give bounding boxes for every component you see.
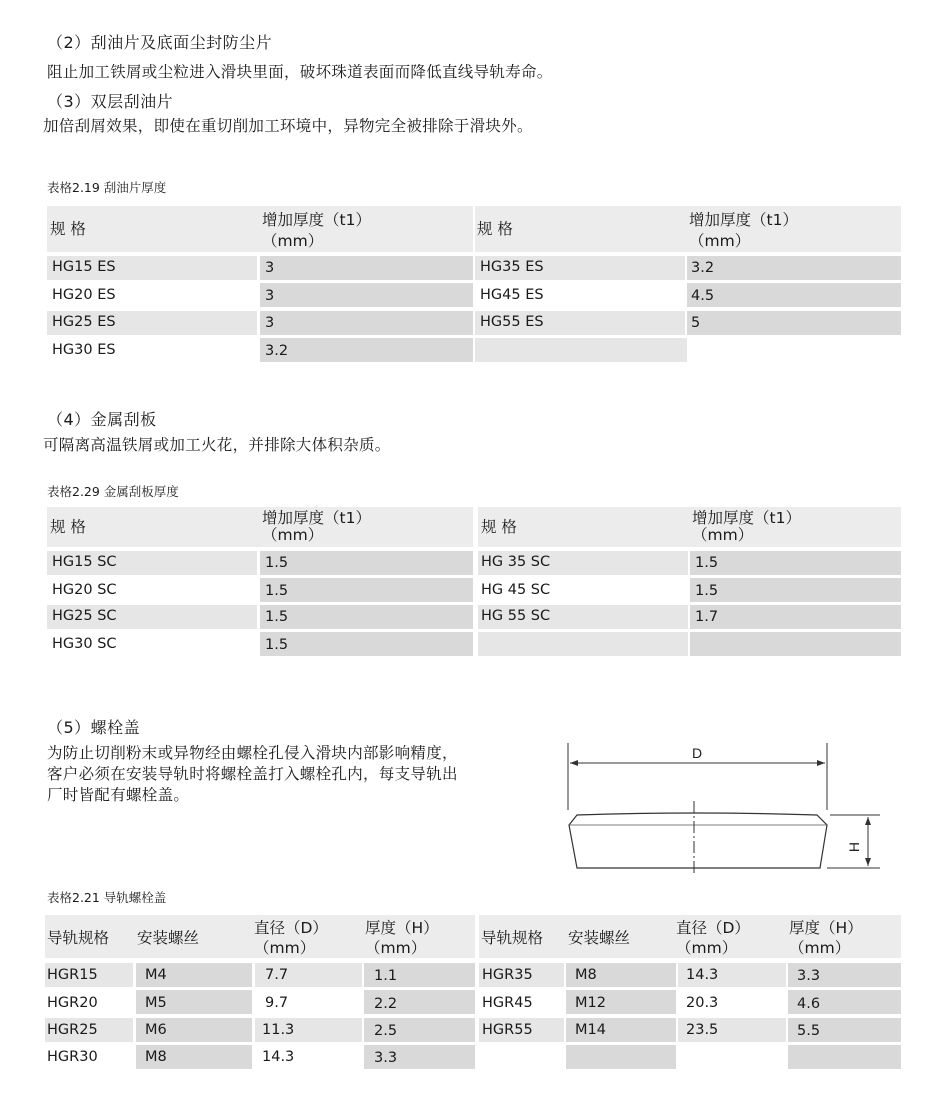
header-spec: 规 格	[50, 518, 86, 536]
header-thickness: 增加厚度（t1）	[692, 509, 801, 527]
header-unit: （mm）	[365, 939, 427, 957]
table-cell: HG20 SC	[52, 582, 117, 598]
table-cell: 20.3	[686, 995, 719, 1011]
header-rail: 导轨规格	[47, 929, 110, 947]
header-screw: 安装螺丝	[568, 929, 631, 947]
bolt-cap-diagram	[555, 735, 895, 885]
table-cell: 1.5	[695, 555, 719, 571]
table-cell: M6	[145, 1022, 167, 1038]
table-cell: 3	[265, 315, 275, 331]
header-rail: 导轨规格	[481, 929, 544, 947]
header-spec: 规 格	[481, 518, 517, 536]
table-cell: HGR25	[47, 1022, 98, 1038]
table-cell: HG 45 SC	[481, 582, 551, 598]
table-cell: 2.2	[374, 996, 398, 1012]
section-3-text: 加倍刮屑效果，即使在重切削加工环境中，异物完全被排除于滑块外。	[43, 117, 533, 135]
header-thickness: 厚度（H）	[365, 919, 439, 937]
section-5-title: （5）螺栓盖	[47, 718, 141, 737]
section-3-title: （3）双层刮油片	[47, 92, 174, 111]
table-cell: HG25 ES	[52, 314, 116, 330]
table-cell: HG25 SC	[52, 608, 117, 624]
table-cell: HG35 ES	[480, 259, 544, 275]
table-cell: HGR55	[482, 1022, 533, 1038]
table-cell: 9.7	[265, 995, 289, 1011]
table-cell: M14	[575, 1022, 606, 1038]
arrow-down	[865, 858, 871, 866]
header-unit: （mm）	[262, 232, 324, 250]
label-h: H	[846, 841, 862, 853]
table-cell: 14.3	[686, 967, 719, 983]
table-cell: 1.5	[265, 637, 289, 653]
header-thickness: 增加厚度（t1）	[262, 509, 371, 527]
table-cell: 4.6	[797, 996, 821, 1012]
table-cell: 7.7	[265, 967, 289, 983]
bolt-cap-body	[569, 813, 827, 868]
header-unit: （mm）	[692, 526, 754, 544]
table-cell: HGR15	[47, 967, 98, 983]
table-cell: 23.5	[686, 1022, 719, 1038]
header-thickness: 厚度（H）	[789, 919, 863, 937]
table-cell: HG30 SC	[52, 636, 117, 652]
table-cell: 1.5	[265, 555, 289, 571]
table-cell: 14.3	[262, 1049, 295, 1065]
table-cell: 1.7	[695, 609, 719, 625]
header-unit: （mm）	[254, 939, 316, 957]
table-cell: HGR30	[47, 1049, 98, 1065]
section-4-text: 可隔离高温铁屑或加工火花，并排除大体积杂质。	[43, 436, 391, 454]
table-cell: M5	[145, 995, 167, 1011]
table-cell: HG 55 SC	[481, 608, 551, 624]
table-2-caption: 表格2.29 金属刮板厚度	[47, 484, 179, 499]
table-cell: HG15 ES	[52, 259, 116, 275]
table-cell: 1.5	[695, 583, 719, 599]
section-4-title: （4）金属刮板	[47, 410, 157, 429]
table-cell: 5.5	[797, 1023, 821, 1039]
table-header-bg	[475, 206, 901, 252]
table-cell: HG 35 SC	[481, 554, 551, 570]
section-2-title: （2）刮油片及底面尘封防尘片	[47, 33, 273, 52]
table-cell: 1.5	[265, 609, 289, 625]
table-3-caption: 表格2.21 导轨螺栓盖	[47, 890, 167, 905]
table-cell: 3.2	[691, 260, 715, 276]
table-cell: 3	[265, 288, 275, 304]
table-cell: 3.2	[265, 343, 289, 359]
table-cell: HG15 SC	[52, 554, 117, 570]
table-1-caption: 表格2.19 刮油片厚度	[47, 180, 167, 195]
header-spec: 规 格	[477, 220, 513, 238]
header-unit: （mm）	[262, 526, 324, 544]
table-cell: 11.3	[262, 1022, 295, 1038]
table-cell: HG55 ES	[480, 314, 544, 330]
table-cell: M4	[145, 967, 167, 983]
header-unit: （mm）	[689, 232, 751, 250]
section-5-line: 厂时皆配有螺栓盖。	[47, 786, 190, 804]
table-cell: M8	[575, 967, 597, 983]
section-5-line: 客户必须在安装导轨时将螺栓盖打入螺栓孔内，每支导轨出	[47, 765, 458, 783]
table-cell: 3.3	[374, 1050, 398, 1066]
table-cell: HG45 ES	[480, 287, 544, 303]
arrow-up	[865, 817, 871, 825]
label-d: D	[692, 745, 703, 761]
header-diameter: 直径（D）	[254, 919, 328, 937]
section-5-line: 为防止切削粉末或异物经由螺栓孔侵入滑块内部影响精度，	[47, 744, 458, 762]
table-cell: 1.5	[265, 583, 289, 599]
table-cell: HG30 ES	[52, 342, 116, 358]
header-unit: （mm）	[789, 939, 851, 957]
header-thickness: 增加厚度（t1）	[262, 211, 371, 229]
header-thickness: 增加厚度（t1）	[689, 211, 798, 229]
table-cell: 3.3	[797, 968, 821, 984]
table-cell: 1.1	[374, 968, 398, 984]
arrow-left	[570, 760, 578, 766]
table-cell: 5	[691, 315, 701, 331]
table-cell: HG20 ES	[52, 287, 116, 303]
header-spec: 规 格	[50, 220, 86, 238]
table-header-bg	[47, 206, 473, 252]
header-diameter: 直径（D）	[676, 919, 750, 937]
header-screw: 安装螺丝	[137, 929, 200, 947]
table-cell: HGR20	[47, 995, 98, 1011]
table-cell: M8	[145, 1049, 167, 1065]
section-2-text: 阻止加工铁屑或尘粒进入滑块里面，破坏珠道表面而降低直线导轨寿命。	[47, 63, 553, 81]
table-cell: 3	[265, 260, 275, 276]
arrow-right	[817, 760, 825, 766]
header-unit: （mm）	[676, 939, 738, 957]
table-cell: 2.5	[374, 1023, 398, 1039]
table-cell: HGR35	[482, 967, 533, 983]
table-cell: M12	[575, 995, 606, 1011]
table-cell: 4.5	[691, 288, 715, 304]
table-cell: HGR45	[482, 995, 533, 1011]
